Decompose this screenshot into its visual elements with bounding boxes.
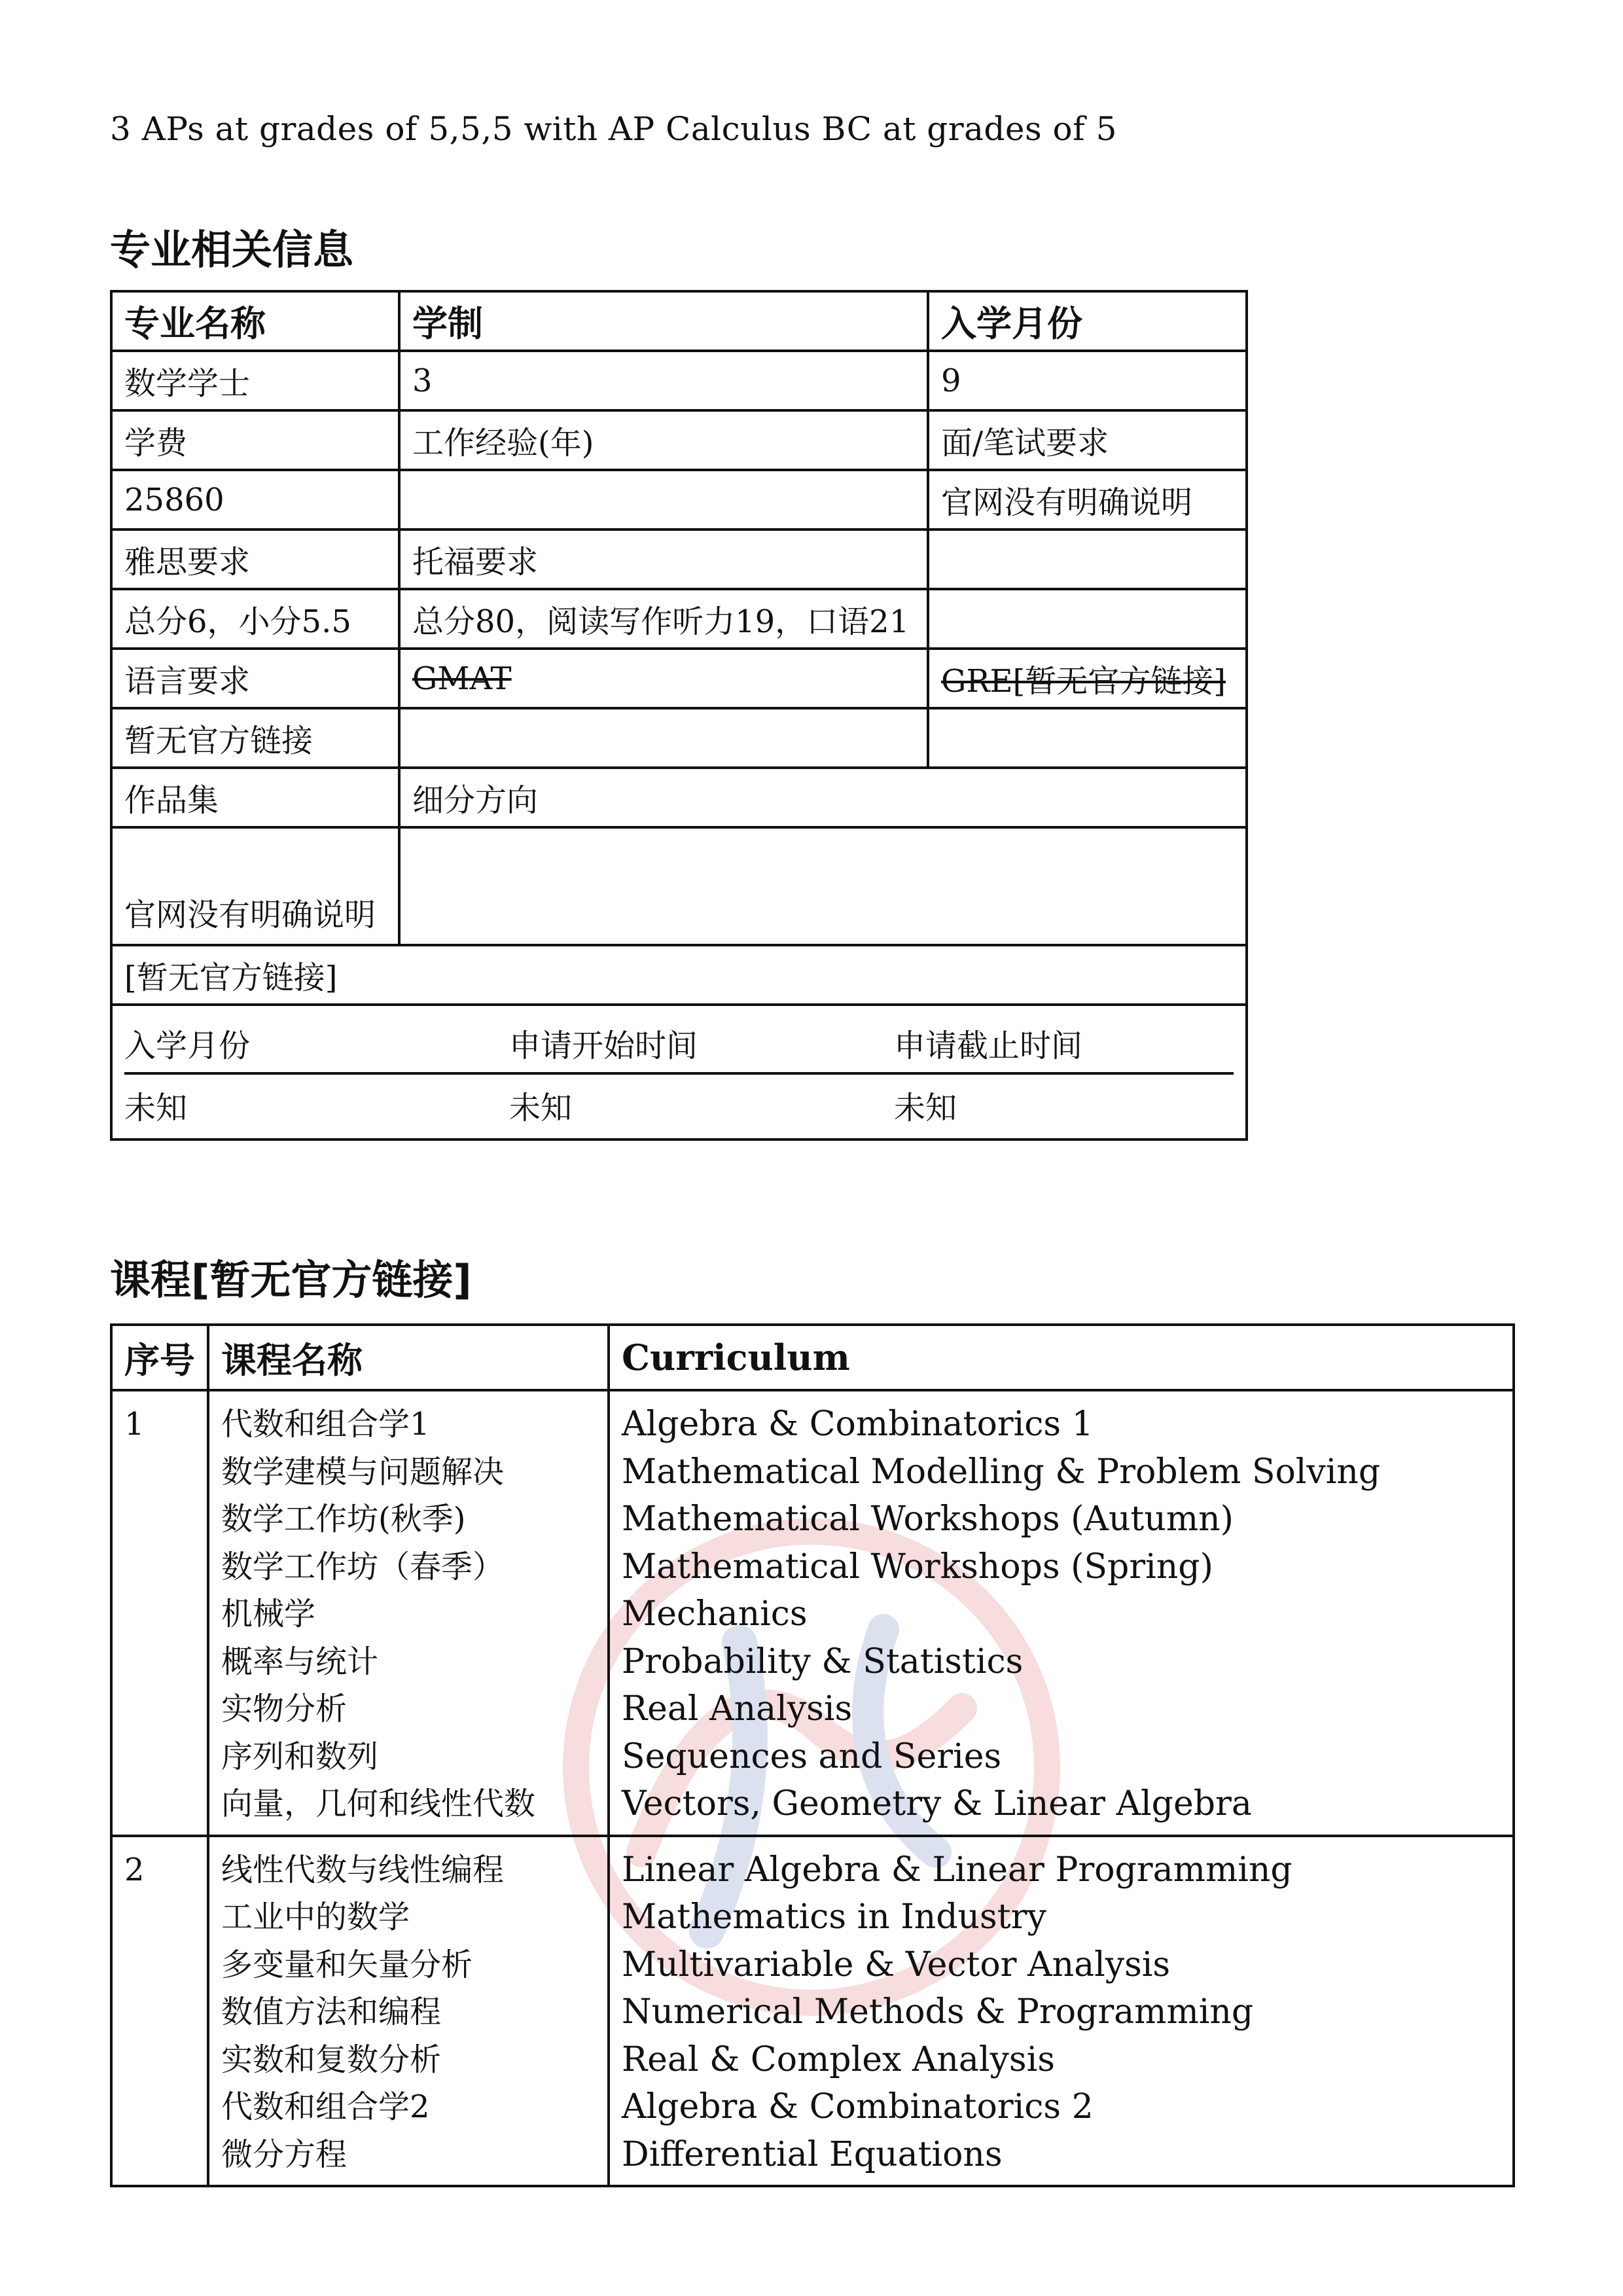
list-item: 实物分析 bbox=[221, 1691, 348, 1727]
cell-gmat bbox=[399, 708, 928, 768]
list-item: Probability & Statistics bbox=[622, 1641, 1024, 1681]
list-item: Linear Algebra & Linear Programming bbox=[622, 1850, 1293, 1890]
header-curriculum: Curriculum bbox=[609, 1325, 1514, 1390]
cell-tuition: 25860 bbox=[111, 470, 399, 529]
cell-empty bbox=[928, 529, 1247, 589]
course-names-en bbox=[609, 1390, 1514, 1836]
table-row bbox=[111, 351, 1247, 410]
list-item: 代数和组合学1 bbox=[221, 1406, 430, 1443]
timeline-value-deadline: 未知 bbox=[894, 1090, 957, 1126]
table-row bbox=[111, 410, 1247, 470]
list-item: 机械学 bbox=[221, 1596, 316, 1632]
table-row bbox=[111, 945, 1247, 1005]
label-gmat: GMAT bbox=[399, 649, 928, 708]
list-item: Multivariable & Vector Analysis bbox=[622, 1945, 1171, 1984]
cell-major-name: 数学学士 bbox=[111, 351, 399, 410]
label-gre: GRE[暂无官方链接] bbox=[928, 649, 1247, 708]
table-row bbox=[111, 827, 1247, 945]
major-info-table bbox=[110, 290, 1248, 1141]
cell-gre bbox=[928, 708, 1247, 768]
header-intake-month: 入学月份 bbox=[928, 291, 1247, 351]
cell-intake-month: 9 bbox=[928, 351, 1247, 410]
header-course-name: 课程名称 bbox=[208, 1325, 609, 1390]
table-row bbox=[111, 1005, 1247, 1139]
table-row bbox=[111, 291, 1247, 351]
cell-duration: 3 bbox=[399, 351, 928, 410]
label-ielts: 雅思要求 bbox=[111, 529, 399, 589]
list-item: Mathematical Workshops (Spring) bbox=[622, 1547, 1213, 1587]
list-item: 多变量和矢量分析 bbox=[221, 1946, 473, 1983]
header-major-name: 专业名称 bbox=[111, 291, 399, 351]
table-row bbox=[111, 768, 1247, 827]
list-item: 序列和数列 bbox=[221, 1738, 379, 1775]
table-row bbox=[111, 470, 1247, 529]
list-item: Numerical Methods & Programming bbox=[622, 1992, 1254, 2032]
list-item: Sequences and Series bbox=[622, 1736, 1002, 1776]
section-title-courses: 课程[暂无官方链接] bbox=[110, 1256, 472, 1304]
table-row bbox=[111, 589, 1247, 649]
cell-work-experience bbox=[399, 470, 928, 529]
timeline-value-open: 未知 bbox=[509, 1090, 573, 1126]
list-item: 数值方法和编程 bbox=[221, 1994, 442, 2030]
label-work-experience: 工作经验(年) bbox=[399, 410, 928, 470]
course-group-number: 1 bbox=[111, 1390, 208, 1836]
label-toefl: 托福要求 bbox=[399, 529, 928, 589]
label-portfolio: 作品集 bbox=[111, 768, 399, 827]
table-row bbox=[111, 649, 1247, 708]
list-item: 线性代数与线性编程 bbox=[221, 1851, 505, 1888]
list-item: Vectors, Geometry & Linear Algebra bbox=[622, 1784, 1252, 1823]
header-index: 序号 bbox=[111, 1325, 208, 1390]
timeline-header-intake: 入学月份 bbox=[124, 1013, 509, 1075]
cell-ielts: 总分6，小分5.5 bbox=[111, 589, 399, 649]
course-names-cn bbox=[208, 1390, 609, 1836]
list-item: 数学工作坊(秋季) bbox=[221, 1501, 466, 1537]
intro-line: 3 APs at grades of 5,5,5 with AP Calculus BC at grades of 5 bbox=[110, 110, 1117, 148]
cell-specialization bbox=[399, 827, 1247, 945]
list-item: Mechanics bbox=[622, 1594, 808, 1634]
timeline-header-deadline: 申请截止时间 bbox=[894, 1013, 1234, 1075]
table-row bbox=[111, 1325, 1514, 1390]
list-item: 工业中的数学 bbox=[221, 1899, 410, 1935]
list-item: Mathematics in Industry bbox=[622, 1897, 1046, 1937]
timeline-value-intake: 未知 bbox=[124, 1090, 188, 1126]
cell-portfolio: 官网没有明确说明 bbox=[111, 827, 399, 945]
table-row bbox=[111, 1836, 1514, 2187]
cell-empty bbox=[928, 589, 1247, 649]
label-specialization: 细分方向 bbox=[399, 768, 1247, 827]
list-item: 向量，几何和线性代数 bbox=[221, 1785, 536, 1822]
course-group-number: 2 bbox=[111, 1836, 208, 2187]
list-item: Real Analysis bbox=[622, 1689, 853, 1729]
list-item: 概率与统计 bbox=[221, 1643, 379, 1680]
timeline-header-open: 申请开始时间 bbox=[509, 1013, 894, 1075]
table-row bbox=[111, 708, 1247, 768]
section-title-major: 专业相关信息 bbox=[110, 226, 354, 274]
table-row bbox=[111, 529, 1247, 589]
cell-interview: 官网没有明确说明 bbox=[928, 470, 1247, 529]
label-tuition: 学费 bbox=[111, 410, 399, 470]
list-item: Mathematical Workshops (Autumn) bbox=[622, 1499, 1234, 1539]
header-duration: 学制 bbox=[399, 291, 928, 351]
course-names-en bbox=[609, 1836, 1514, 2187]
course-table bbox=[110, 1323, 1515, 2187]
list-item: Differential Equations bbox=[622, 2134, 1003, 2174]
list-item: Mathematical Modelling & Problem Solving bbox=[622, 1452, 1381, 1492]
application-timeline bbox=[111, 1005, 1247, 1139]
cell-toefl: 总分80，阅读写作听力19，口语21 bbox=[399, 589, 928, 649]
cell-link-note: [暂无官方链接] bbox=[111, 945, 1247, 1005]
list-item: 微分方程 bbox=[221, 2136, 348, 2173]
cell-language: 暂无官方链接 bbox=[111, 708, 399, 768]
list-item: Algebra & Combinatorics 1 bbox=[622, 1405, 1094, 1444]
table-row bbox=[111, 1390, 1514, 1836]
list-item: Real & Complex Analysis bbox=[622, 2039, 1055, 2079]
label-interview: 面/笔试要求 bbox=[928, 410, 1247, 470]
list-item: 数学建模与问题解决 bbox=[221, 1453, 505, 1490]
label-language: 语言要求 bbox=[111, 649, 399, 708]
list-item: 数学工作坊（春季） bbox=[221, 1548, 505, 1585]
list-item: 代数和组合学2 bbox=[221, 2089, 430, 2125]
list-item: 实数和复数分析 bbox=[221, 2041, 442, 2078]
list-item: Algebra & Combinatorics 2 bbox=[622, 2087, 1094, 2126]
course-names-cn bbox=[208, 1836, 609, 2187]
